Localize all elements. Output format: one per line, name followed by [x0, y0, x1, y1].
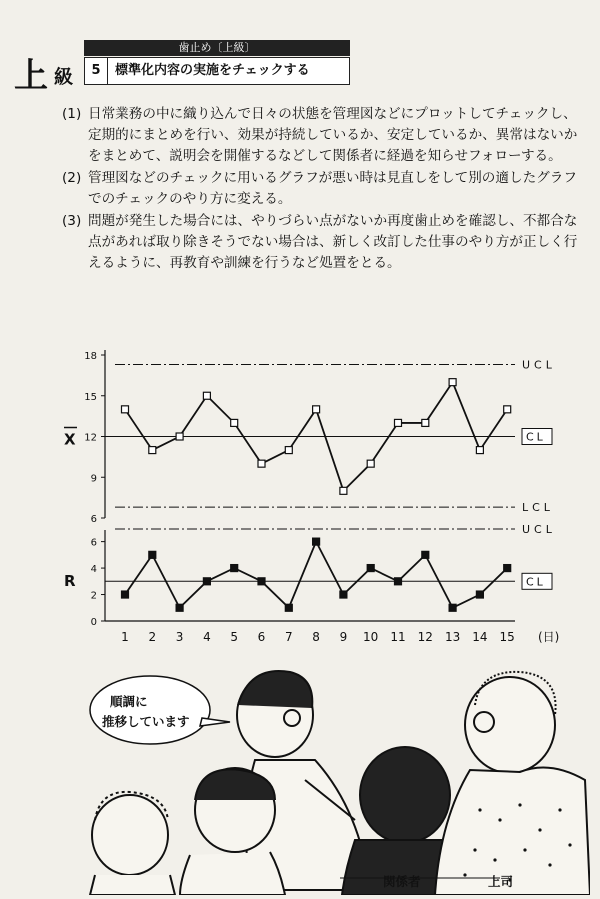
data-point	[149, 551, 156, 558]
y-axis-label: R	[64, 572, 76, 590]
x-tick-label: 9	[339, 630, 348, 644]
data-point	[231, 419, 238, 426]
y-tick-label: 0	[90, 617, 97, 628]
data-point	[422, 551, 429, 558]
x-axis-unit: (日)	[538, 630, 560, 644]
y-tick-label: 15	[84, 391, 97, 403]
item-number: (1)	[62, 106, 82, 122]
cl-label: CL	[526, 575, 546, 589]
data-point	[176, 604, 183, 611]
section-number: 5	[85, 58, 108, 84]
y-tick-label: 2	[90, 590, 97, 602]
caption-boss: 上司	[488, 874, 514, 889]
cartoon-svg	[80, 660, 590, 895]
x-tick-label: 15	[499, 630, 515, 644]
data-point	[258, 578, 265, 585]
title-box	[84, 57, 350, 85]
data-point	[203, 578, 210, 585]
data-point	[476, 591, 483, 598]
body-text	[62, 104, 587, 275]
x-tick-label: 14	[472, 630, 488, 644]
cartoon-illustration	[80, 660, 590, 895]
x-tick-label: 10	[363, 630, 379, 644]
y-tick-label: 18	[84, 351, 97, 362]
person-left	[180, 768, 285, 895]
x-tick-label: 3	[175, 630, 184, 644]
level-suffix: 級	[54, 66, 74, 88]
data-point	[449, 379, 456, 386]
data-point	[203, 392, 210, 399]
data-point	[395, 419, 402, 426]
data-point	[340, 487, 347, 494]
y-tick-label: 6	[90, 537, 97, 549]
data-point	[258, 460, 265, 467]
data-point	[285, 447, 292, 454]
x-tick-label: 2	[148, 630, 157, 644]
data-point	[313, 538, 320, 545]
speech-bubble	[90, 676, 210, 744]
data-point	[176, 433, 183, 440]
data-point	[395, 578, 402, 585]
item-number: (2)	[62, 170, 82, 186]
category-bar: 歯止め〔上級〕	[84, 40, 350, 56]
data-point	[449, 604, 456, 611]
data-point	[122, 406, 129, 413]
x-tick-label: 11	[390, 630, 406, 644]
data-point	[149, 447, 156, 454]
data-point	[285, 604, 292, 611]
cl-label: CL	[526, 430, 546, 444]
bubble-line-1: 順調に	[110, 694, 148, 709]
series-line	[125, 542, 507, 608]
section-title: 標準化内容の実施をチェックする	[115, 63, 310, 78]
control-chart	[60, 340, 590, 660]
x-tick-label: 13	[444, 630, 461, 644]
lcl-label: LCL	[522, 501, 554, 515]
data-point	[367, 565, 374, 572]
item-text: 問題が発生した場合には、やりづらい点がないか再度歯止めを確認し、不都合な点があれば取り除きそうでない場合は、新しく改訂した仕事のやり方が正しく行えるように、再教育や訓練を行うなど処置をとる。	[88, 213, 578, 271]
y-tick-label: 9	[90, 473, 97, 485]
x-tick-label: 6	[257, 630, 266, 644]
caption-related: 関係者	[383, 874, 421, 889]
data-point	[504, 406, 511, 413]
x-tick-label: 4	[203, 630, 211, 644]
ucl-label: UCL	[522, 358, 556, 372]
item-text: 管理図などのチェックに用いるグラフが悪い時は見直しをして別の適したグラフでのチェックのやり方に変える。	[88, 170, 577, 207]
list-item	[62, 104, 587, 167]
x-tick-label: 7	[284, 630, 293, 644]
x-tick-label: 12	[417, 630, 433, 644]
speech-bubble-tail	[200, 718, 230, 726]
data-point	[122, 591, 129, 598]
data-point	[422, 419, 429, 426]
level-kanji: 上	[14, 56, 46, 96]
item-number: (3)	[62, 213, 82, 229]
list-item	[62, 168, 587, 210]
person-boss	[435, 672, 590, 895]
y-tick-label: 4	[90, 564, 97, 576]
control-chart-svg	[60, 340, 590, 660]
data-point	[504, 565, 511, 572]
data-point	[367, 460, 374, 467]
y-tick-label: 12	[84, 432, 97, 444]
x-tick-label: 1	[121, 630, 129, 644]
data-point	[340, 591, 347, 598]
ucl-label: UCL	[522, 523, 556, 536]
x-tick-label: 5	[230, 630, 239, 644]
list-item	[62, 211, 587, 274]
y-tick-label: 6	[90, 514, 97, 525]
x-tick-label: 8	[312, 630, 320, 644]
section-header	[14, 40, 344, 96]
bubble-line-2: 推移しています	[102, 714, 190, 729]
data-point	[313, 406, 320, 413]
data-point	[476, 447, 483, 454]
person-far-left	[90, 792, 175, 895]
y-axis-label: X	[64, 430, 76, 449]
data-point	[231, 565, 238, 572]
item-text: 日常業務の中に織り込んで日々の状態を管理図などにプロットしてチェックし、定期的にまとめを行い、効果が持続しているか、安定しているか、異常はないかをまとめて、説明会を開催するなどして関係者に経過を知らせフォローする。	[88, 106, 578, 164]
